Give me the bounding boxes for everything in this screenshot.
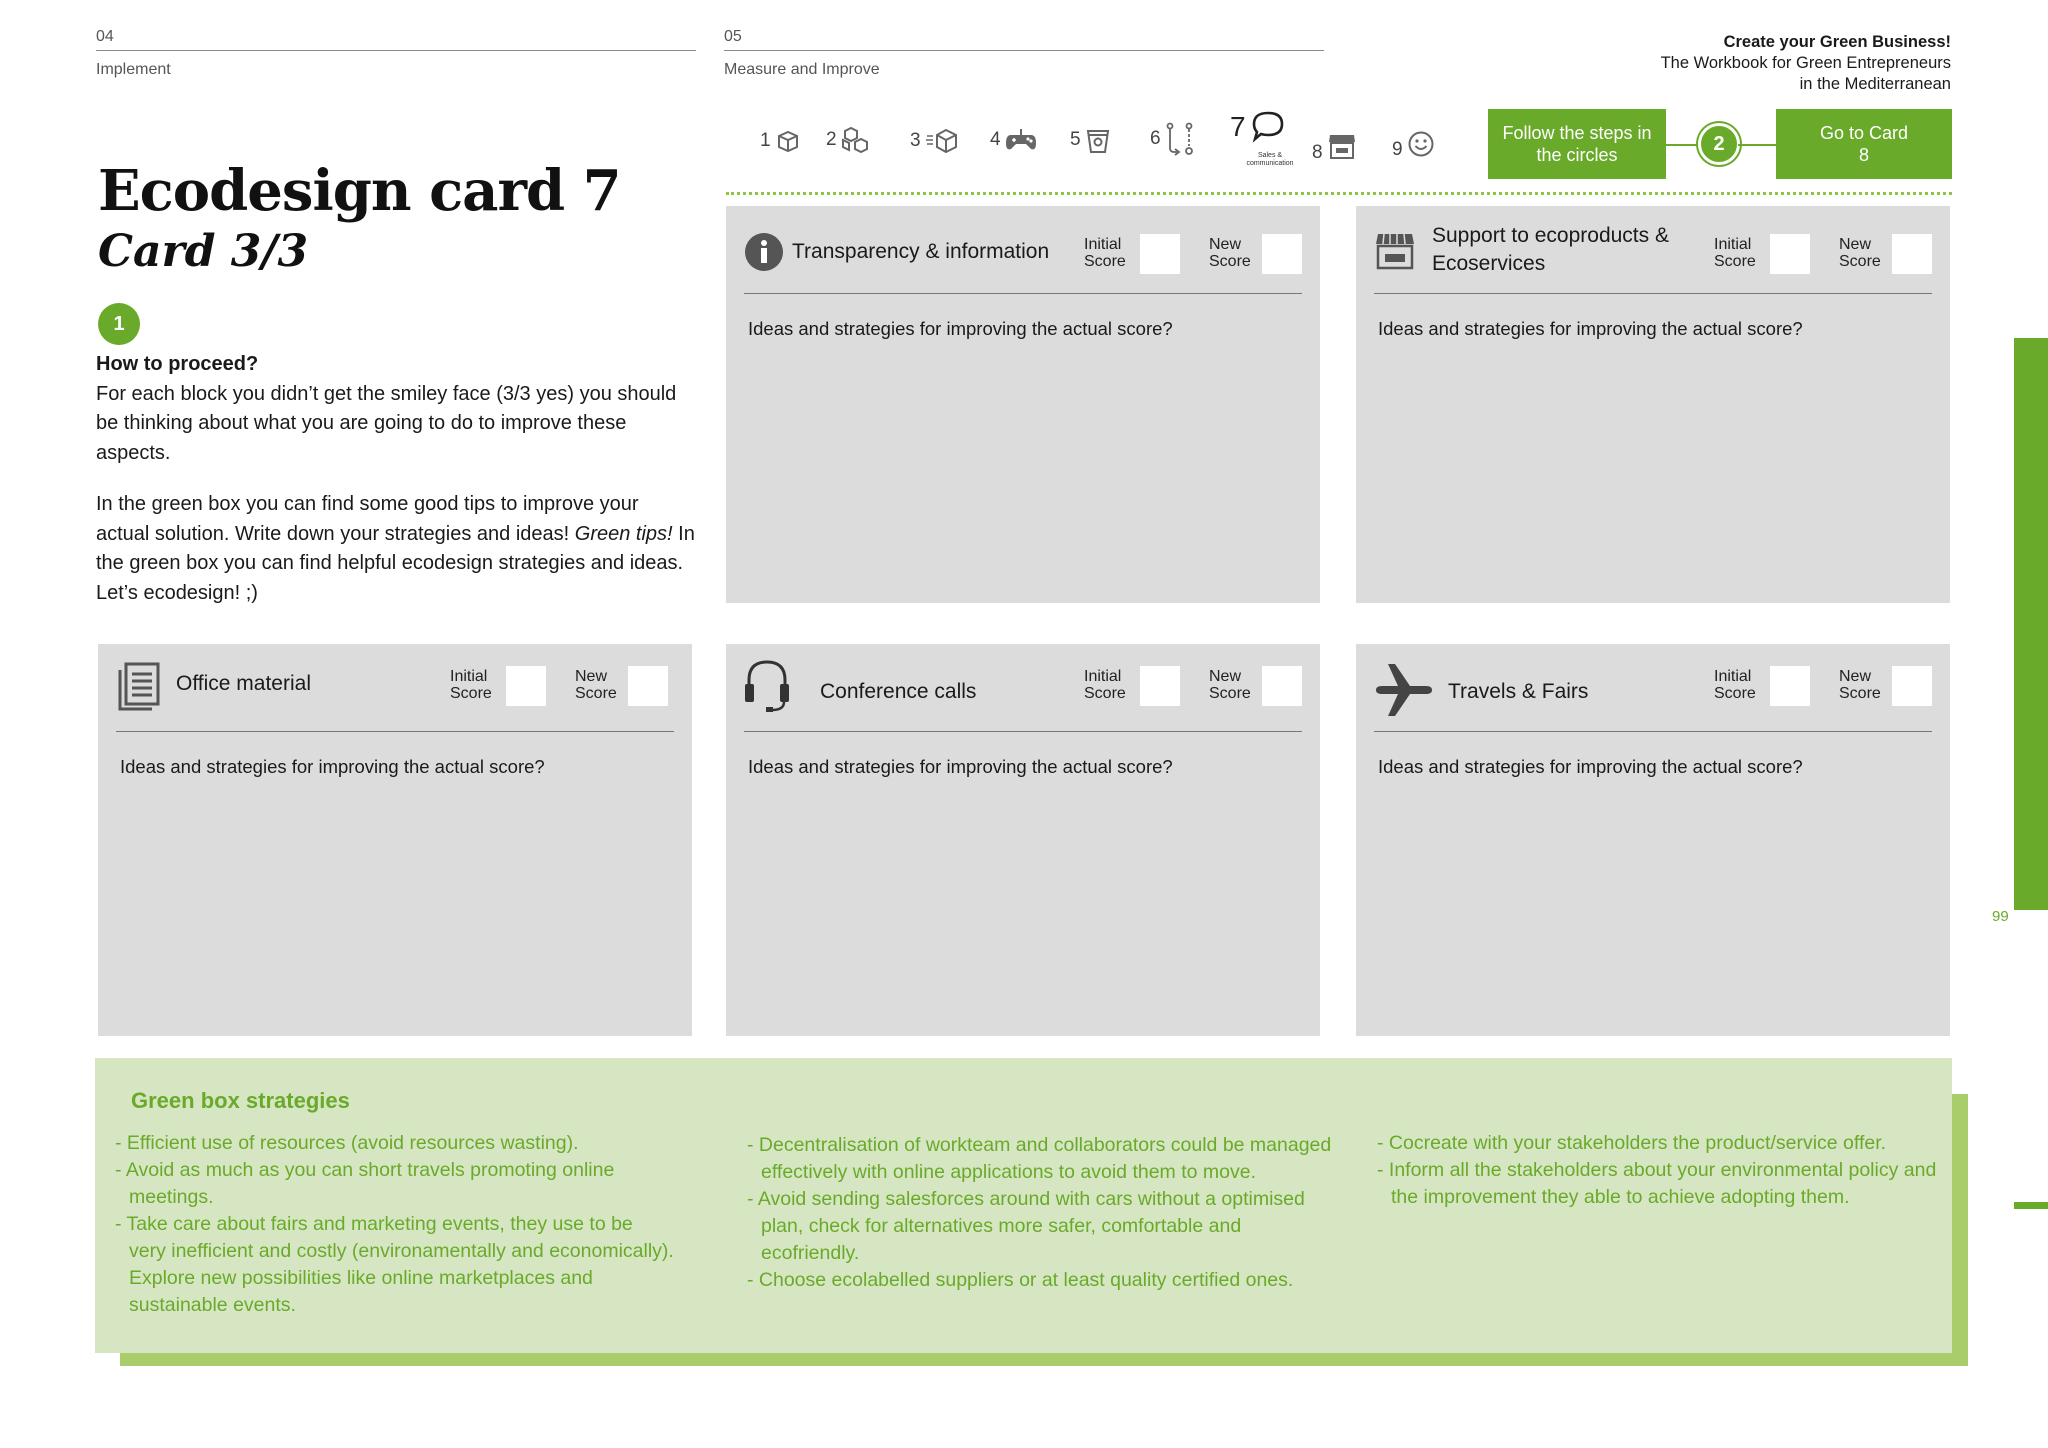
intro-heading: How to proceed? [96, 353, 259, 375]
card-office-material [98, 644, 692, 1036]
new-score-box[interactable] [1262, 234, 1302, 274]
card-question: Ideas and strategies for improving the actual score? [1378, 318, 1803, 339]
page-subtitle: Card 3/3 [98, 226, 309, 277]
new-score-label: New Score [1839, 668, 1881, 702]
strategy-item: - Inform all the stakeholders about your environmental policy and the improvement they able to achieve adopting them. [1377, 1159, 1937, 1208]
box-icon [775, 128, 801, 154]
green-box-column-1 [115, 1130, 675, 1319]
circle-step-number: 1 [760, 130, 771, 151]
brand-line-2: The Workbook for Green Entrepreneurs [1660, 54, 1951, 72]
initial-score-box[interactable] [1140, 666, 1180, 706]
card-title: Support to ecoproducts & Ecoservices [1432, 224, 1669, 275]
card-header [744, 206, 1302, 294]
circle-step-4[interactable] [990, 127, 1037, 153]
new-score-box[interactable] [1892, 234, 1932, 274]
page-title: Ecodesign card 7 [98, 158, 621, 224]
page-number: 99 [1992, 908, 2009, 925]
intro-text [96, 350, 696, 630]
card-question: Ideas and strategies for improving the actual score? [1378, 756, 1803, 777]
strategy-item: - Avoid sending salesforces around with cars without a optimised plan, check for alternatives more safer, comfortable and ecofriendly. [747, 1188, 1305, 1264]
initial-score-label: Initial Score [1714, 668, 1756, 702]
strategy-item: - Choose ecolabelled suppliers or at least quality certified ones. [747, 1269, 1294, 1291]
initial-score-label: Initial Score [1084, 236, 1126, 270]
gamepad-icon [1005, 127, 1037, 153]
card-conference-calls [726, 644, 1320, 1036]
new-score-label: New Score [575, 668, 617, 702]
intro-p2-emphasis: Green tips! [574, 522, 673, 545]
section-name: Implement [96, 61, 171, 78]
section-04 [96, 28, 696, 79]
strategy-item: - Cocreate with your stakeholders the product/service offer. [1377, 1132, 1887, 1154]
circle-step-7[interactable] [1230, 110, 1294, 167]
green-box [95, 1058, 1952, 1353]
card-header [1374, 644, 1932, 732]
go-to-card-button[interactable]: Go to Card 8 [1776, 109, 1952, 179]
chat-bubble-icon [1250, 110, 1286, 144]
card-title: Transparency & information [792, 240, 1050, 263]
trash-bin-icon [1085, 126, 1111, 154]
circle-step-8[interactable] [1312, 128, 1357, 164]
cubes-icon [841, 126, 873, 154]
circle-step-caption: Sales & communication [1246, 152, 1294, 167]
section-number: 04 [96, 28, 696, 51]
section-number: 05 [724, 28, 1324, 51]
strategy-item: - Decentralisation of workteam and collaborators could be managed effectively with online applications to avoid them to move. [747, 1134, 1332, 1183]
circle-step-number: 8 [1312, 142, 1323, 163]
new-score-label: New Score [1209, 668, 1251, 702]
new-score-label: New Score [1839, 236, 1881, 270]
step-badge: 1 [98, 303, 140, 345]
card-transparency [726, 206, 1320, 603]
intro-paragraph-1: For each block you didn’t get the smiley face (3/3 yes) you should be thinking about what you are going to do to improve these aspects. [96, 382, 677, 464]
card-support-ecoproducts [1356, 206, 1950, 603]
card-travels-fairs [1356, 644, 1950, 1036]
section-05 [724, 28, 1324, 79]
card-header [1374, 206, 1932, 294]
new-score-box[interactable] [1262, 666, 1302, 706]
intro-p2-text-end: In the green box you can find helpful ecodesign strategies and ideas. Let’s ecodesign! ;) [96, 522, 695, 604]
card-title: Office material [176, 672, 311, 695]
follow-steps-button[interactable]: Follow the steps in the circles [1488, 109, 1666, 179]
green-box-title: Green box strategies [131, 1088, 350, 1113]
initial-score-label: Initial Score [1714, 236, 1756, 270]
card-title: Conference calls [820, 680, 977, 703]
smiley-icon [1407, 130, 1435, 158]
card-header [116, 644, 674, 732]
chapter-tab [2014, 338, 2048, 910]
delivery-box-icon [925, 127, 959, 155]
nav-step-circle: 2 [1698, 123, 1740, 165]
circle-step-number: 3 [910, 130, 921, 151]
initial-score-box[interactable] [1770, 234, 1810, 274]
headset-icon [744, 658, 790, 714]
chapter-tab-marker [2014, 1202, 2048, 1209]
circle-step-9[interactable] [1392, 127, 1435, 161]
card-title: Travels & Fairs [1448, 680, 1589, 703]
nav-connector [1738, 144, 1778, 146]
card-question: Ideas and strategies for improving the actual score? [748, 756, 1173, 777]
shop-icon [1327, 131, 1357, 161]
circle-step-number: 6 [1150, 128, 1161, 149]
card-question: Ideas and strategies for improving the actual score? [120, 756, 545, 777]
initial-score-label: Initial Score [1084, 668, 1126, 702]
new-score-box[interactable] [1892, 666, 1932, 706]
circle-step-3[interactable] [910, 127, 959, 155]
new-score-box[interactable] [628, 666, 668, 706]
circle-step-2[interactable] [826, 126, 873, 154]
nav-connector [1666, 144, 1700, 146]
circle-step-number: 7 [1230, 111, 1246, 142]
circle-step-6[interactable] [1150, 122, 1195, 156]
brand-line-1: Create your Green Business! [1723, 33, 1951, 51]
strategy-item: - Take care about fairs and marketing events, they use to be very inefficient and costly (environamentally and economically). Explore new possibilities like online marketplaces and sustainable events. [115, 1213, 674, 1316]
airplane-icon [1374, 662, 1434, 718]
dotted-divider [726, 192, 1952, 195]
initial-score-box[interactable] [506, 666, 546, 706]
section-name: Measure and Improve [724, 61, 880, 78]
circle-step-number: 2 [826, 129, 837, 150]
circle-step-5[interactable] [1070, 126, 1111, 154]
initial-score-box[interactable] [1140, 234, 1180, 274]
document-icon [116, 662, 162, 712]
green-box-column-3 [1377, 1130, 1937, 1211]
shop-icon [1374, 232, 1416, 272]
intro-p2-text: In the green box you can find some good tips to improve your actual solution. Write down your strategies and ideas! [96, 493, 639, 545]
circle-step-number: 4 [990, 129, 1001, 150]
initial-score-label: Initial Score [450, 668, 492, 702]
circle-step-number: 5 [1070, 129, 1081, 150]
card-question: Ideas and strategies for improving the actual score? [748, 318, 1173, 339]
card-header [744, 644, 1302, 732]
strategy-item: - Avoid as much as you can short travels promoting online meetings. [115, 1159, 615, 1208]
circle-step-number: 9 [1392, 139, 1403, 160]
info-icon [744, 232, 784, 272]
brand-line-3: in the Mediterranean [1799, 75, 1951, 93]
green-box-column-2 [747, 1132, 1337, 1294]
new-score-label: New Score [1209, 236, 1251, 270]
circle-step-1[interactable] [760, 128, 801, 154]
intro-paragraph-2 [96, 490, 696, 608]
brand-block [1661, 32, 1951, 95]
route-icon [1165, 122, 1195, 156]
strategy-item: - Efficient use of resources (avoid resources wasting). [115, 1132, 579, 1154]
initial-score-box[interactable] [1770, 666, 1810, 706]
